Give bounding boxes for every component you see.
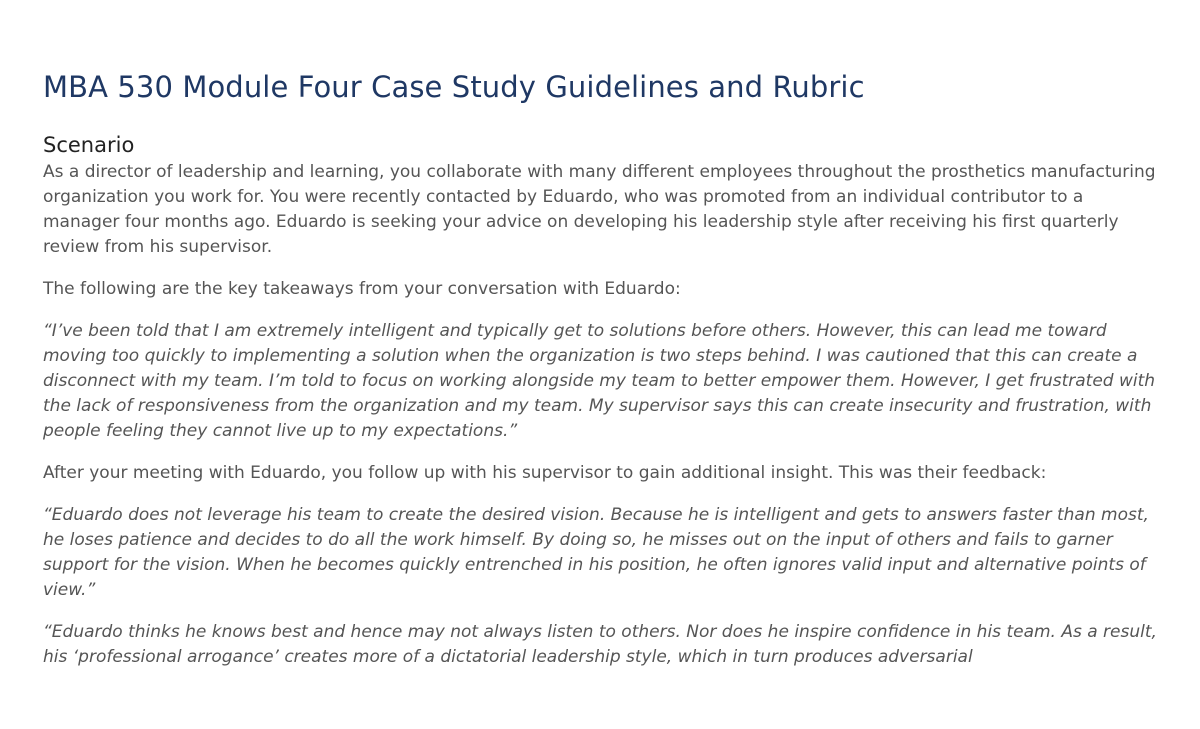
section-heading-scenario: Scenario (43, 133, 135, 157)
takeaways-intro-paragraph: The following are the key takeaways from your conversation with Eduardo: (43, 279, 681, 299)
supervisor-quote-paragraph-1: “Eduardo does not leverage his team to create the desired vision. Because he is intelligent and gets to answers faster than most, he loses patience and decides to do all the work himself. By doing so, he misses out on the input of others and fails to garner support for the vision. When he becomes quickly entrenched in his position, he often ignores valid input and alternative points of view.” (43, 505, 1149, 600)
supervisor-quote-paragraph-2: “Eduardo thinks he knows best and hence may not always listen to others. Nor does he inspire confidence in his team. As a result, his ‘professional arrogance’ creates more of a dictatorial leadership style, which in turn produces adversarial (43, 622, 1157, 667)
scenario-intro-paragraph: As a director of leadership and learning, you collaborate with many different employees throughout the prosthetics manufacturing organization you work for. You were recently contacted by Eduardo, who was promoted from an individual contributor to a manager four months ago. Eduardo is seeking your advice on developing his leadership style after receiving his first quarterly review from his supervisor. (43, 162, 1156, 257)
eduardo-quote-paragraph: “I’ve been told that I am extremely intelligent and typically get to solutions before others. However, this can lead me toward moving too quickly to implementing a solution when the organization is two steps behind. I was cautioned that this can create a disconnect with my team. I’m told to focus on working alongside my team to better empower them. However, I get frustrated with the lack of responsiveness from the organization and my team. My supervisor says this can create insecurity and frustration, with people feeling they cannot live up to my expectations.” (43, 321, 1156, 441)
supervisor-intro-paragraph: After your meeting with Eduardo, you follow up with his supervisor to gain additional insight. This was their feedback: (43, 463, 1047, 483)
page-title: MBA 530 Module Four Case Study Guidelines and Rubric (43, 70, 865, 104)
